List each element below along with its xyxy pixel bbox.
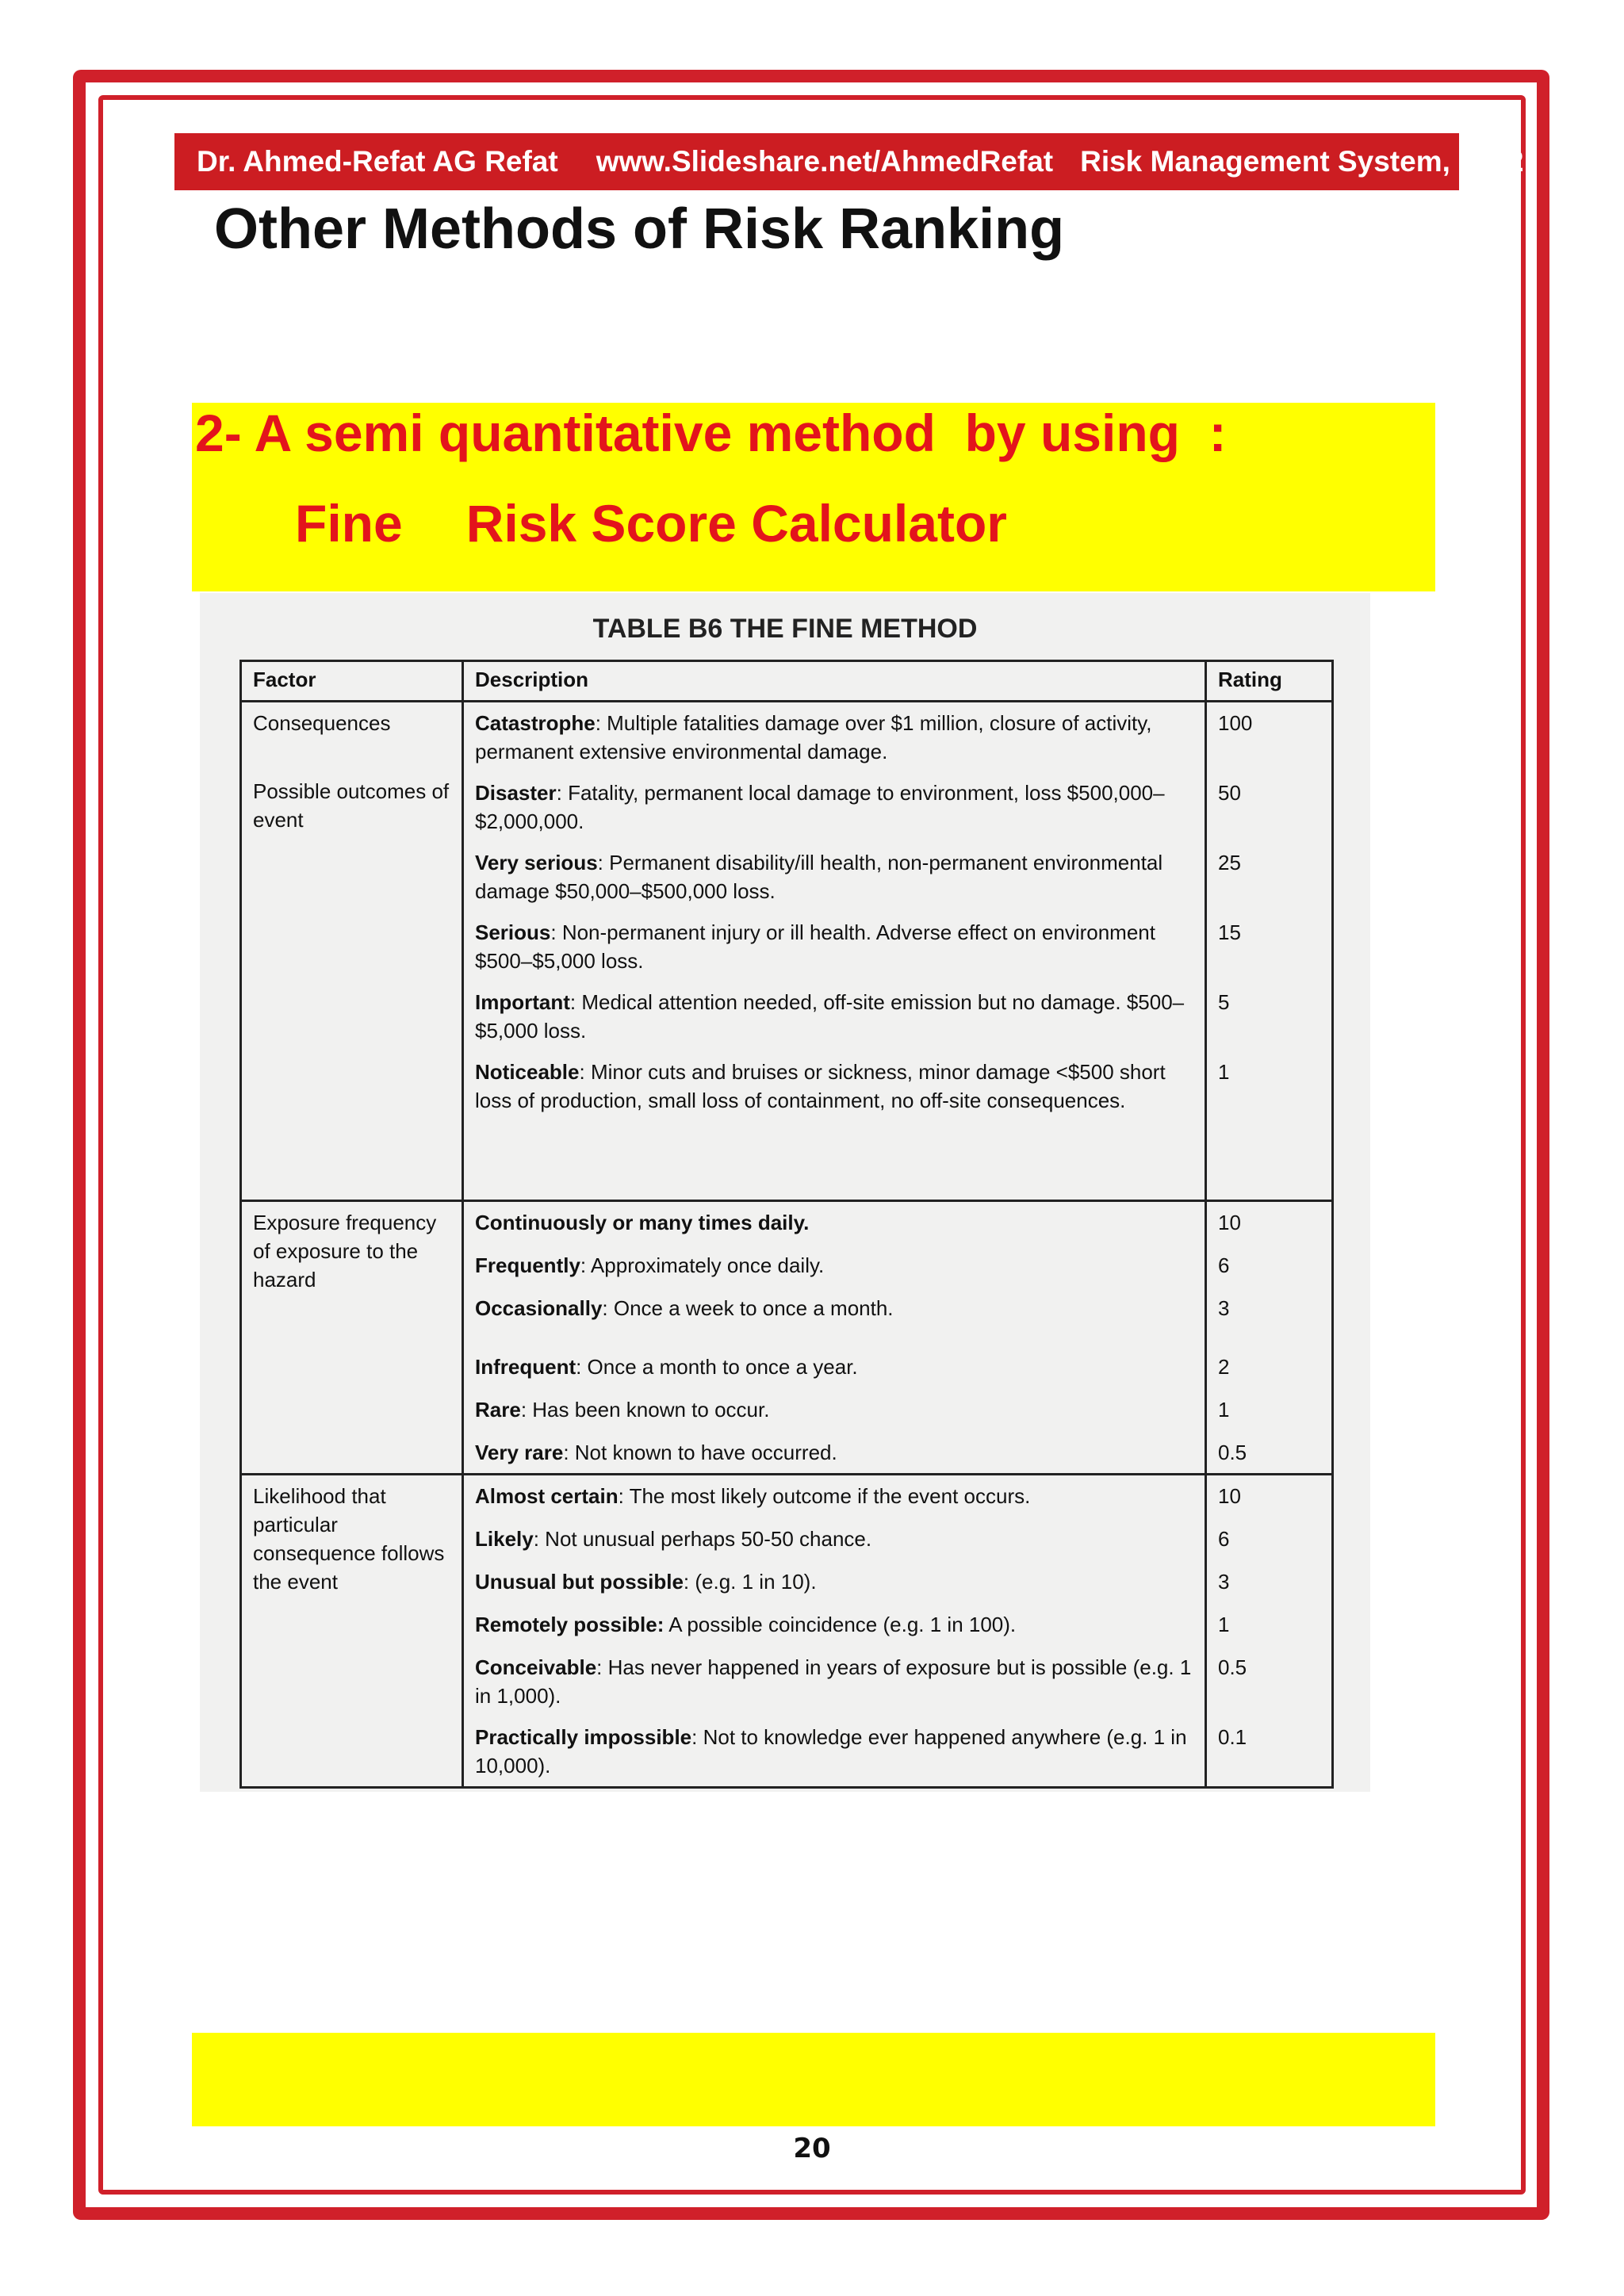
- description-entry: [475, 988, 1193, 1045]
- rating-value: 50: [1218, 781, 1241, 805]
- entry-text: : Once a week to once a month.: [602, 1296, 894, 1320]
- entry-text: : Not unusual perhaps 50-50 chance.: [533, 1527, 872, 1551]
- factor-label: Consequences: [253, 711, 391, 735]
- header-bar: [174, 133, 1524, 190]
- entry-term: Disaster: [475, 781, 557, 805]
- entry-text: : Minor cuts and bruises or sickness, minor damage <$500 short loss of production, small loss of containment, no off-site consequences.: [475, 1060, 1166, 1112]
- entry-term: Infrequent: [475, 1355, 576, 1379]
- rating-value: 1: [1218, 1398, 1230, 1422]
- table-row-exposure: [241, 1201, 1333, 1475]
- rating-value: 15: [1218, 920, 1241, 944]
- entry-text: : Approximately once daily.: [580, 1253, 825, 1277]
- header-document-title: Risk Management System, 2012: [1080, 145, 1524, 178]
- entry-text: : The most likely outcome if the event occurs.: [618, 1484, 1031, 1508]
- entry-text: : (e.g. 1 in 10).: [683, 1570, 817, 1594]
- description-entry: [475, 1525, 1193, 1553]
- entry-text: : Medical attention needed, off-site emission but no damage. $500–$5,000 loss.: [475, 990, 1185, 1043]
- entry-text: : Once a month to once a year.: [576, 1355, 858, 1379]
- description-entry: [475, 1610, 1193, 1639]
- rating-value: 1: [1218, 1060, 1230, 1084]
- factor-sublabel: Possible outcomes of event: [253, 779, 450, 832]
- page-title: Other Methods of Risk Ranking: [214, 197, 1065, 261]
- factor-cell: [241, 1475, 463, 1788]
- description-entry: [475, 1482, 1193, 1510]
- rating-cell: [1206, 702, 1333, 1201]
- subtitle-word-fine: Fine: [295, 494, 403, 553]
- entry-text: : Has never happened in years of exposure but is possible (e.g. 1 in 1,000).: [475, 1655, 1192, 1708]
- footer-highlight: [192, 2033, 1435, 2126]
- entry-text: : Permanent disability/ill health, non-permanent environmental damage $50,000–$500,000 loss.: [475, 851, 1163, 903]
- rating-value: 6: [1218, 1253, 1230, 1277]
- page-number: 20: [793, 2133, 831, 2164]
- description-entry: [475, 848, 1193, 905]
- description-entry: [475, 1058, 1193, 1115]
- entry-term: Frequently: [475, 1253, 580, 1277]
- description-entry: [475, 1723, 1193, 1780]
- header-author: Dr. Ahmed-Refat AG Refat: [197, 145, 558, 178]
- description-entry: [475, 709, 1193, 766]
- fine-method-table: [239, 660, 1334, 1789]
- description-entry: [475, 1395, 1193, 1424]
- entry-term: Catastrophe: [475, 711, 596, 735]
- entry-term: Very serious: [475, 851, 598, 874]
- rating-value: 6: [1218, 1527, 1230, 1551]
- description-cell: [463, 1475, 1206, 1788]
- header-rating: Rating: [1206, 661, 1333, 702]
- rating-value: 5: [1218, 990, 1230, 1014]
- rating-value: 0.5: [1218, 1441, 1247, 1464]
- entry-term: Conceivable: [475, 1655, 597, 1679]
- fine-method-table-figure: [200, 593, 1370, 1792]
- header-url[interactable]: www.Slideshare.net/AhmedRefat: [596, 145, 1054, 178]
- description-entry: [475, 1653, 1193, 1710]
- entry-text: : Fatality, permanent local damage to environment, loss $500,000–$2,000,000.: [475, 781, 1165, 833]
- entry-term: Remotely possible:: [475, 1613, 665, 1636]
- entry-text: : Multiple fatalities damage over $1 million, closure of activity, permanent extensive environmental damage.: [475, 711, 1152, 763]
- factor-cell: [241, 702, 463, 1201]
- entry-term: Almost certain: [475, 1484, 619, 1508]
- rating-value: 0.5: [1218, 1655, 1247, 1679]
- entry-term: Serious: [475, 920, 551, 944]
- description-entry: [475, 779, 1193, 836]
- entry-term: Very rare: [475, 1441, 564, 1464]
- description-entry: [475, 1251, 1193, 1280]
- entry-term: Practically impossible: [475, 1725, 692, 1749]
- rating-cell: [1206, 1475, 1333, 1788]
- factor-label: Likelihood that particular consequence follows the event: [253, 1484, 445, 1594]
- entry-term: Noticeable: [475, 1060, 580, 1084]
- table-row-consequences: [241, 702, 1333, 1201]
- header-description: Description: [463, 661, 1206, 702]
- rating-value: 3: [1218, 1296, 1230, 1320]
- entry-text: A possible coincidence (e.g. 1 in 100).: [664, 1613, 1017, 1636]
- description-entry: [475, 1208, 1193, 1237]
- rating-value: 1: [1218, 1613, 1230, 1636]
- description-cell: [463, 702, 1206, 1201]
- rating-value: 2: [1218, 1355, 1230, 1379]
- table-caption: TABLE B6 THE FINE METHOD: [592, 614, 978, 644]
- entry-text: : Not to knowledge ever happened anywhere (e.g. 1 in 10,000).: [475, 1725, 1187, 1777]
- rating-value: 3: [1218, 1570, 1230, 1594]
- subtitle-line-1: 2- A semi quantitative method by using :: [195, 404, 1227, 462]
- rating-cell: [1206, 1201, 1333, 1475]
- description-entry: [475, 1438, 1193, 1467]
- description-entry: [475, 1294, 1193, 1322]
- header-factor: Factor: [241, 661, 463, 702]
- entry-text: : Has been known to occur.: [520, 1398, 770, 1422]
- entry-term: Continuously or many times daily.: [475, 1211, 810, 1234]
- table-row-likelihood: [241, 1475, 1333, 1788]
- entry-term: Rare: [475, 1398, 521, 1422]
- entry-term: Occasionally: [475, 1296, 603, 1320]
- rating-value: 25: [1218, 851, 1241, 874]
- entry-term: Important: [475, 990, 570, 1014]
- entry-text: : Non-permanent injury or ill health. Adverse effect on environment $500–$5,000 loss.: [475, 920, 1155, 973]
- entry-text: : Not known to have occurred.: [563, 1441, 837, 1464]
- rating-value: 10: [1218, 1211, 1241, 1234]
- rating-value: 10: [1218, 1484, 1241, 1508]
- table-header-row: [241, 661, 1333, 702]
- entry-term: Unusual but possible: [475, 1570, 684, 1594]
- subtitle-line-2: [295, 493, 1007, 553]
- description-entry: [475, 1353, 1193, 1381]
- description-entry: [475, 1567, 1193, 1596]
- subtitle-calculator: Risk Score Calculator: [465, 494, 1007, 553]
- entry-term: Likely: [475, 1527, 534, 1551]
- factor-cell: [241, 1201, 463, 1475]
- factor-label: Exposure frequency of exposure to the hazard: [253, 1211, 437, 1292]
- rating-value: 100: [1218, 711, 1253, 735]
- description-cell: [463, 1201, 1206, 1475]
- rating-value: 0.1: [1218, 1725, 1247, 1749]
- description-entry: [475, 918, 1193, 975]
